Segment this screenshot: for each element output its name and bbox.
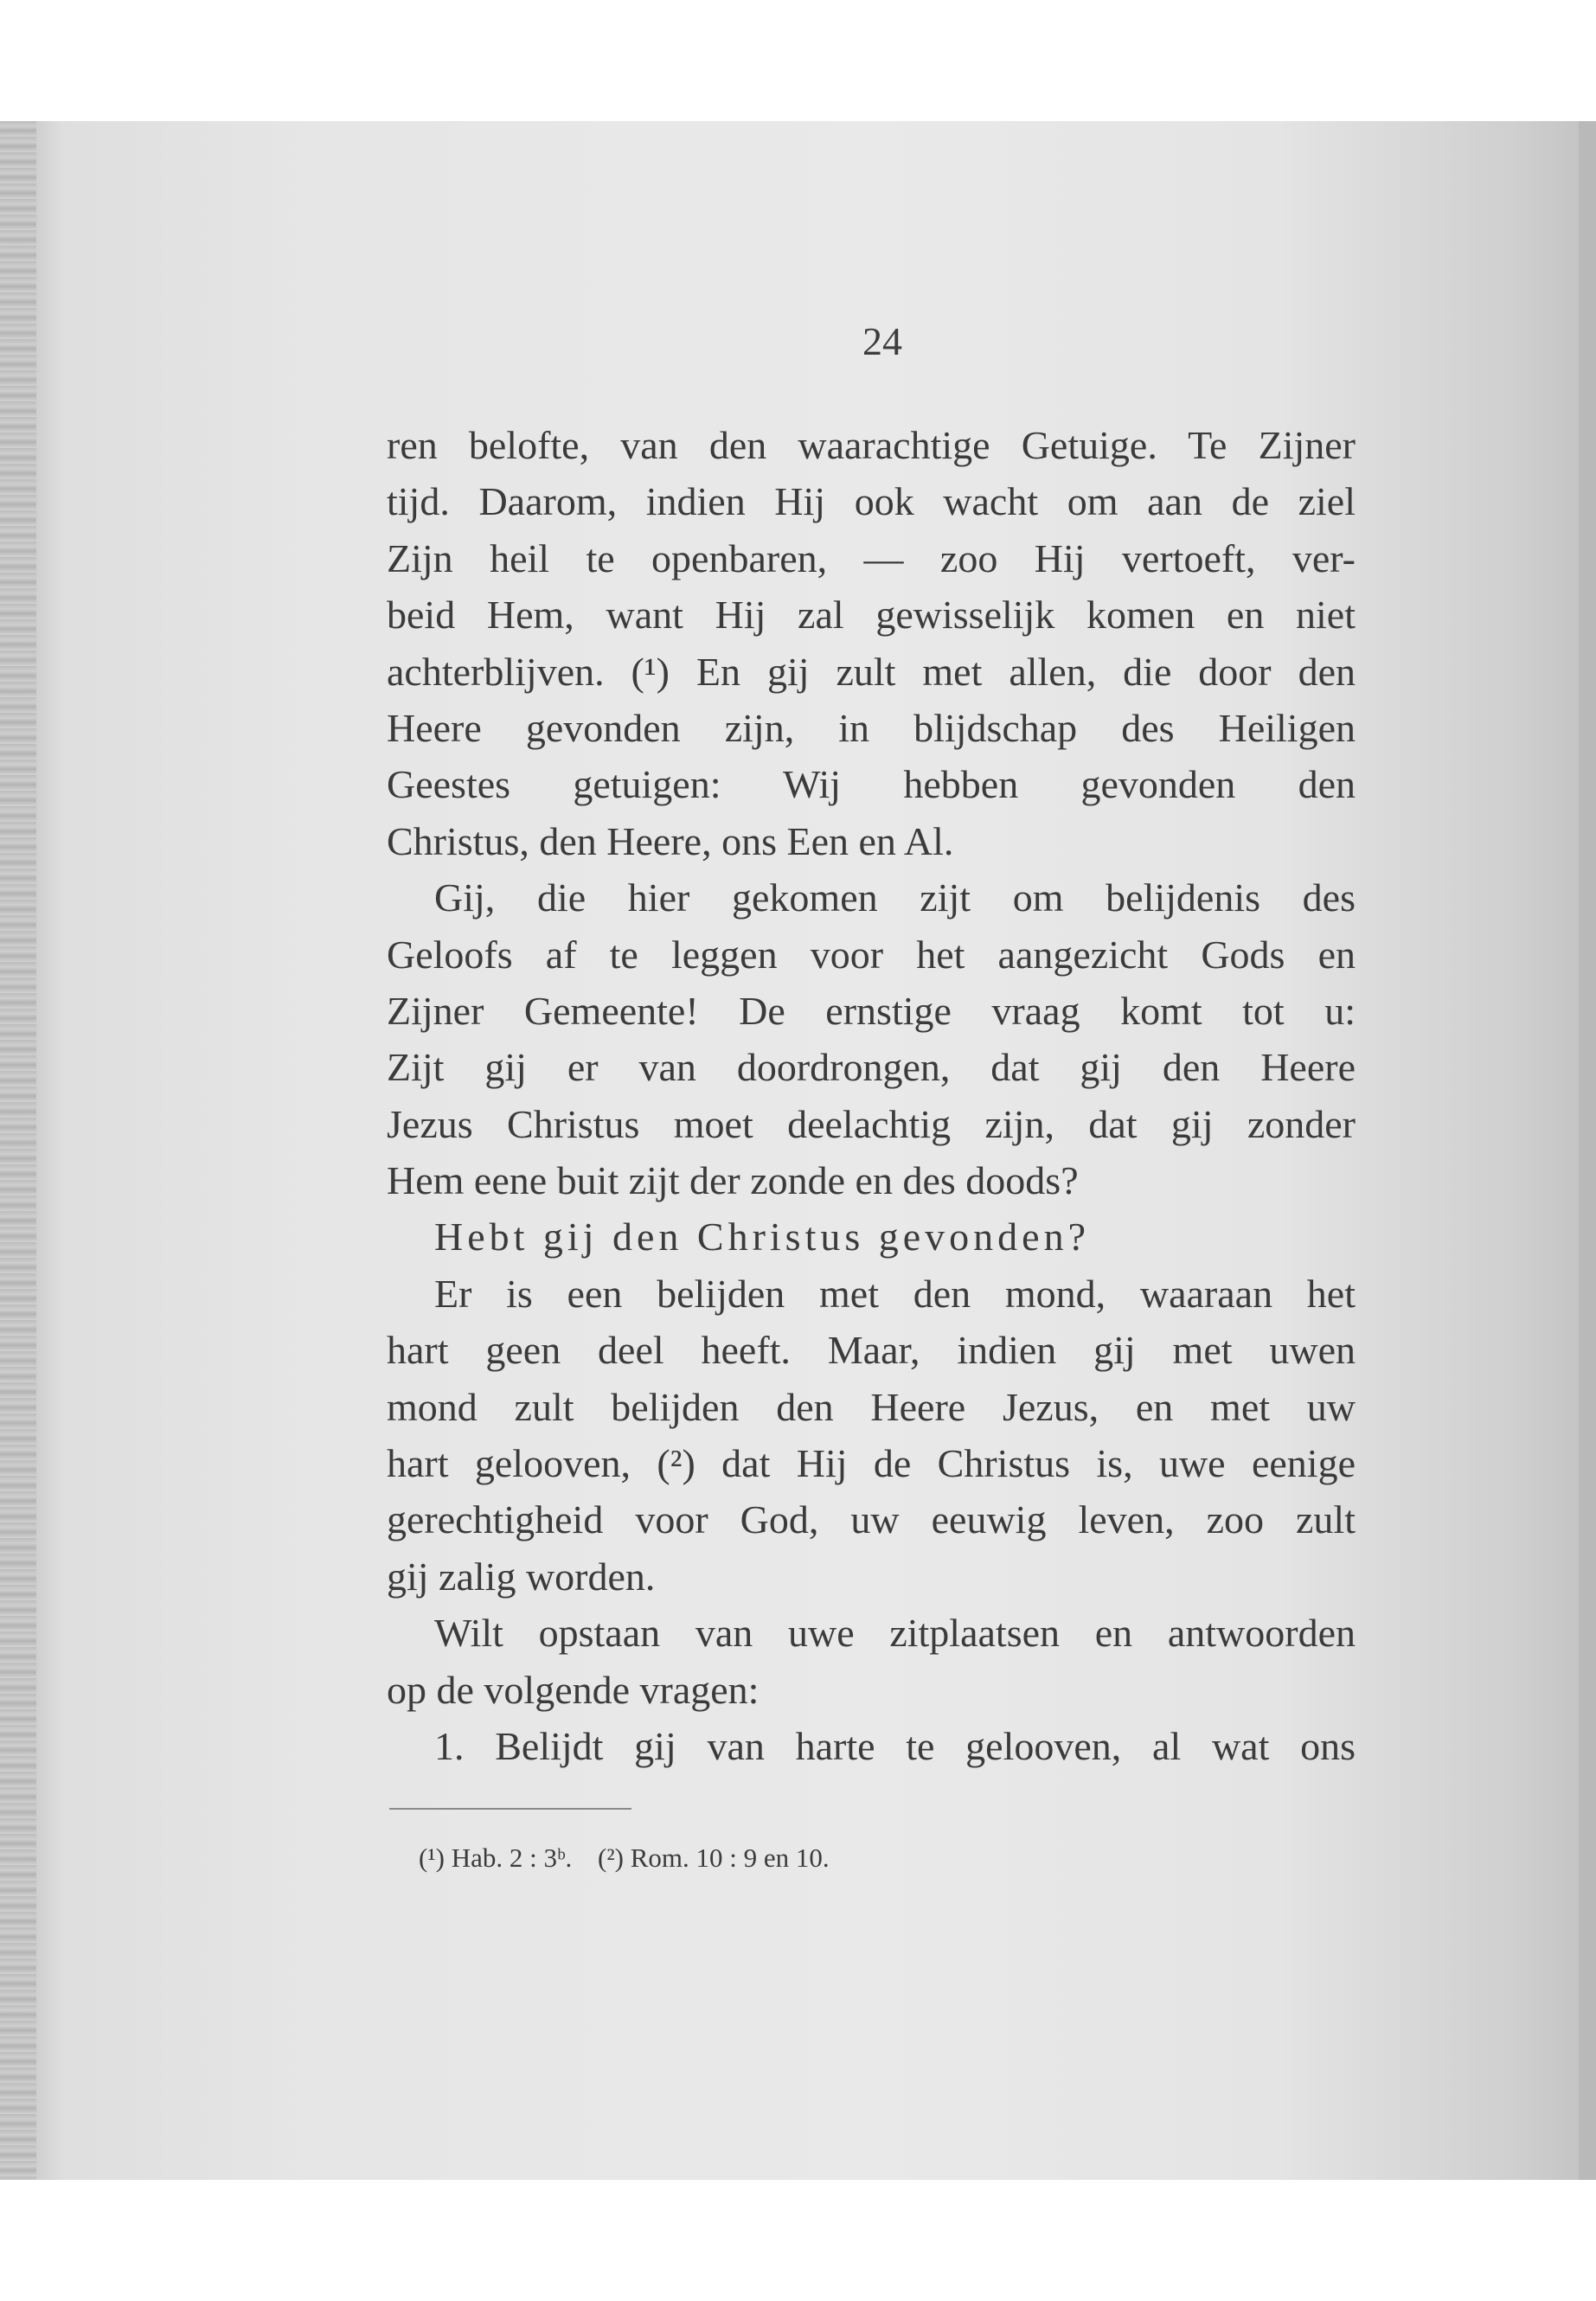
page-number: 24 [862, 319, 902, 363]
text-line: gerechtigheid voor God, uw eeuwig leven, zoo zult [387, 1497, 1356, 1542]
text-line: Christus, den Heere, ons Een en Al. [387, 818, 954, 863]
text-line: Er is een belijden met den mond, waaraan het [434, 1271, 1356, 1316]
text-line: beid Hem, want Hij zal gewisselijk komen en niet [387, 593, 1356, 638]
text-line: Jezus Christus moet deelachtig zijn, dat gij zonder [387, 1101, 1356, 1146]
footnote: (¹) Hab. 2 : 3ᵇ. [419, 1843, 573, 1873]
text-line: gij zalig worden. [387, 1554, 656, 1599]
text-line: Zijner Gemeente! De ernstige vraag komt tot u: [387, 988, 1356, 1033]
text-line: Wilt opstaan van uwe zitplaatsen en antwoorden [434, 1611, 1356, 1656]
text-line: 1. Belijdt gij van harte te gelooven, al wat ons [434, 1723, 1356, 1768]
text-line: Heere gevonden zijn, in blijdschap des Heiligen [387, 705, 1356, 750]
text-line: Gij, die hier gekomen zijt om belijdenis des [434, 875, 1356, 920]
footnote-rule [389, 1808, 631, 1810]
footnote: (²) Rom. 10 : 9 en 10. [598, 1843, 830, 1873]
text-line: tijd. Daarom, indien Hij ook wacht om aan de ziel [387, 479, 1356, 524]
text-line: mond zult belijden den Heere Jezus, en met uw [387, 1384, 1356, 1429]
section-heading: Hebt gij den Christus gevonden? [434, 1215, 1091, 1259]
text-line: Zijn heil te openbaren, — zoo Hij vertoeft, ver- [387, 535, 1356, 580]
book-binding-edge [0, 121, 36, 2180]
text-line: Geloofs af te leggen voor het aangezicht Gods en [387, 932, 1356, 977]
text-line: op de volgende vragen: [387, 1667, 760, 1712]
text-line: Geestes getuigen: Wij hebben gevonden den [387, 762, 1356, 807]
text-line: ren belofte, van den waarachtige Getuige. Te Zijner [387, 423, 1356, 467]
binding-shadow [36, 121, 62, 2180]
text-line: hart geen deel heeft. Maar, indien gij met uwen [387, 1328, 1356, 1373]
text-line: hart gelooven, (²) dat Hij de Christus is, uwe eenige [387, 1441, 1356, 1486]
footnotes [419, 1843, 849, 1874]
text-line: achterblijven. (¹) En gij zult met allen, die door den [387, 649, 1356, 694]
text-line: Zijt gij er van doordrongen, dat gij den Heere [387, 1045, 1356, 1090]
text-line: Hem eene buit zijt der zonde en des doods? [387, 1158, 1079, 1203]
page-right-edge [1579, 121, 1596, 2180]
body-text [387, 417, 1356, 1774]
